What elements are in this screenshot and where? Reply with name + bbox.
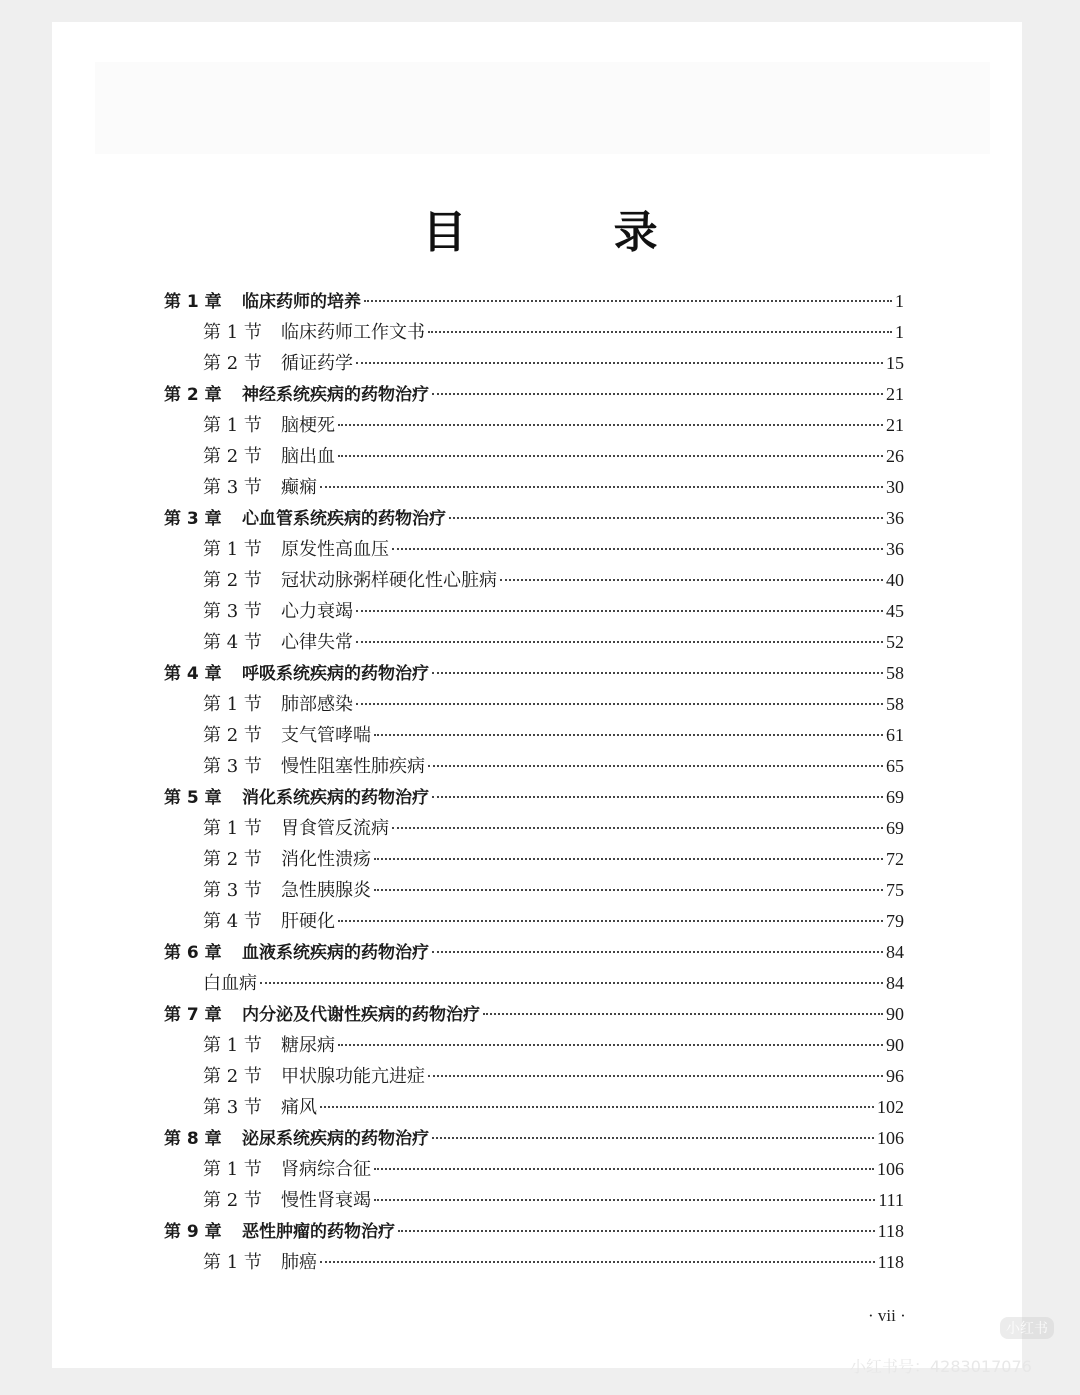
toc-chapter-entry[interactable] [164,937,904,968]
dot-leader [356,610,883,612]
toc-section-entry[interactable] [164,875,904,906]
toc-page-number: 15 [886,353,904,373]
toc-section-entry[interactable] [164,813,904,844]
toc-section-entry[interactable] [164,627,904,658]
dot-leader [320,1261,875,1263]
toc-entry-label: 第 3 章 [164,509,222,529]
toc-page-number: 58 [886,694,904,714]
toc-entry-title: 心血管系统疾病的药物治疗 [242,509,446,529]
toc-entry-label: 第 9 章 [164,1222,222,1242]
dot-leader [374,889,883,891]
toc-entry-title: 慢性阻塞性肺疾病 [281,756,425,777]
toc-entry-label: 第 2 章 [164,385,222,405]
dot-leader [449,517,883,519]
toc-entry-label: 第 2 节 [203,849,262,870]
toc-page-number: 26 [886,446,904,466]
toc-chapter-entry[interactable] [164,286,904,317]
toc-page-number: 21 [886,384,904,404]
toc-entry-title: 原发性高血压 [281,539,389,560]
header-band [95,62,990,154]
dot-leader [356,641,883,643]
toc-entry-title: 脑梗死 [281,415,335,436]
toc-entry-title: 冠状动脉粥样硬化性心脏病 [281,570,497,591]
toc-page-number: 36 [886,508,904,528]
toc-entry-label: 第 3 节 [203,756,262,777]
toc-entry-title: 临床药师的培养 [242,292,361,312]
toc-page-number: 40 [886,570,904,590]
toc-page-number: 106 [877,1128,904,1148]
toc-page-number: 84 [886,973,904,993]
toc-section-entry[interactable] [164,1247,904,1278]
toc-page-number: 118 [877,1252,904,1272]
dot-leader [392,548,883,550]
toc-entry-label: 第 2 节 [203,446,262,467]
toc-entry-title: 肾病综合征 [281,1159,371,1180]
dot-leader [398,1230,875,1232]
toc-section-entry[interactable] [164,844,904,875]
toc-entry-title: 消化性溃疡 [281,849,371,870]
dot-leader [356,703,883,705]
toc-section-entry[interactable] [164,751,904,782]
toc-entry-title: 急性胰腺炎 [281,880,371,901]
toc-section-entry[interactable] [164,472,904,503]
dot-leader [338,424,883,426]
toc-entry-label: 第 8 章 [164,1129,222,1149]
toc-entry-label: 第 2 节 [203,570,262,591]
toc-entry-label: 第 3 节 [203,477,262,498]
toc-page-number: 102 [877,1097,904,1117]
toc-entry-label: 第 3 节 [203,601,262,622]
dot-leader [374,1199,875,1201]
page-number-folio: · vii · [868,1306,906,1325]
toc-page-number: 90 [886,1035,904,1055]
toc-entry-title: 肝硬化 [281,911,335,932]
page-title: 目 录 [422,207,724,258]
toc-entry-title: 白血病 [203,973,257,994]
toc-page-number: 118 [877,1221,904,1241]
toc-chapter-entry[interactable] [164,379,904,410]
dot-leader [338,1044,883,1046]
toc-chapter-entry[interactable] [164,782,904,813]
toc-entry-label: 第 4 节 [203,911,262,932]
dot-leader [374,1168,874,1170]
toc-section-entry[interactable] [164,1154,904,1185]
toc-entry-label: 第 1 节 [203,539,262,560]
dot-leader [260,982,883,984]
toc-page-number: 36 [886,539,904,559]
toc-entry-label: 第 6 章 [164,943,222,963]
toc-section-entry[interactable] [164,596,904,627]
toc-page-number: 1 [895,322,904,342]
toc-entry-label: 第 1 章 [164,292,222,312]
toc-page-number: 90 [886,1004,904,1024]
toc-entry-label: 第 7 章 [164,1005,222,1025]
table-of-contents [164,286,904,1278]
toc-entry-label: 第 1 节 [203,1159,262,1180]
toc-entry-label: 第 4 节 [203,632,262,653]
toc-section-entry[interactable] [164,1092,904,1123]
dot-leader [374,734,883,736]
dot-leader [356,362,883,364]
dot-leader [428,1075,883,1077]
toc-entry-label: 第 2 节 [203,1066,262,1087]
toc-page-number: 72 [886,849,904,869]
toc-page-number: 1 [895,291,904,311]
toc-page-number: 96 [886,1066,904,1086]
watermark-logo: 小红书 [1000,1317,1054,1339]
toc-entry-label: 第 1 节 [203,322,262,343]
toc-entry-title: 癫痫 [281,477,317,498]
toc-chapter-entry[interactable] [164,999,904,1030]
toc-entry-title: 胃食管反流病 [281,818,389,839]
dot-leader [392,827,883,829]
toc-page-number: 75 [886,880,904,900]
toc-section-entry[interactable] [164,1185,904,1216]
toc-entry-title: 支气管哮喘 [281,725,371,746]
toc-entry-label: 第 1 节 [203,415,262,436]
toc-chapter-entry[interactable] [164,1123,904,1154]
toc-page-number: 21 [886,415,904,435]
dot-leader [338,455,883,457]
toc-section-entry[interactable] [164,968,904,999]
toc-entry-title: 甲状腺功能亢进症 [281,1066,425,1087]
dot-leader [432,393,883,395]
toc-entry-label: 第 2 节 [203,1190,262,1211]
toc-section-entry[interactable] [164,720,904,751]
toc-entry-title: 恶性肿瘤的药物治疗 [242,1222,395,1242]
toc-chapter-entry[interactable] [164,1216,904,1247]
toc-section-entry[interactable] [164,689,904,720]
toc-section-entry[interactable] [164,1030,904,1061]
toc-page-number: 111 [878,1190,904,1210]
dot-leader [432,1137,874,1139]
toc-entry-title: 血液系统疾病的药物治疗 [242,943,429,963]
toc-page-number: 69 [886,787,904,807]
toc-section-entry[interactable] [164,1061,904,1092]
dot-leader [364,300,892,302]
toc-section-entry[interactable] [164,441,904,472]
dot-leader [483,1013,883,1015]
toc-page-number: 69 [886,818,904,838]
toc-entry-label: 第 1 节 [203,818,262,839]
toc-page-number: 45 [886,601,904,621]
dot-leader [428,765,883,767]
toc-section-entry[interactable] [164,906,904,937]
toc-page-number: 106 [877,1159,904,1179]
toc-entry-title: 心律失常 [281,632,353,653]
toc-entry-title: 内分泌及代谢性疾病的药物治疗 [242,1005,480,1025]
dot-leader [432,951,883,953]
toc-section-entry[interactable] [164,317,904,348]
toc-page-number: 30 [886,477,904,497]
toc-entry-label: 第 1 节 [203,1035,262,1056]
toc-entry-label: 第 4 章 [164,664,222,684]
toc-entry-label: 第 3 节 [203,1097,262,1118]
toc-entry-title: 临床药师工作文书 [281,322,425,343]
toc-section-entry[interactable] [164,348,904,379]
toc-entry-label: 第 2 节 [203,353,262,374]
toc-section-entry[interactable] [164,410,904,441]
toc-entry-title: 肺部感染 [281,694,353,715]
toc-entry-title: 神经系统疾病的药物治疗 [242,385,429,405]
dot-leader [320,1106,874,1108]
toc-page-number: 65 [886,756,904,776]
toc-section-entry[interactable] [164,565,904,596]
toc-entry-title: 泌尿系统疾病的药物治疗 [242,1129,429,1149]
dot-leader [374,858,883,860]
dot-leader [320,486,883,488]
dot-leader [432,796,883,798]
toc-chapter-entry[interactable] [164,658,904,689]
toc-entry-label: 第 1 节 [203,694,262,715]
toc-entry-label: 第 5 章 [164,788,222,808]
dot-leader [338,920,883,922]
toc-entry-label: 第 1 节 [203,1252,262,1273]
toc-entry-title: 脑出血 [281,446,335,467]
toc-entry-title: 循证药学 [281,353,353,374]
toc-chapter-entry[interactable] [164,503,904,534]
toc-page-number: 84 [886,942,904,962]
dot-leader [428,331,892,333]
toc-entry-title: 慢性肾衰竭 [281,1190,371,1211]
toc-entry-title: 心力衰竭 [281,601,353,622]
watermark-text: 小红书号：4283017076 [850,1357,1032,1376]
toc-section-entry[interactable] [164,534,904,565]
toc-entry-title: 消化系统疾病的药物治疗 [242,788,429,808]
toc-entry-label: 第 2 节 [203,725,262,746]
dot-leader [500,579,883,581]
toc-page-number: 61 [886,725,904,745]
toc-entry-label: 第 3 节 [203,880,262,901]
toc-entry-title: 痛风 [281,1097,317,1118]
toc-page-number: 79 [886,911,904,931]
dot-leader [432,672,883,674]
toc-page-number: 52 [886,632,904,652]
toc-entry-title: 糖尿病 [281,1035,335,1056]
toc-entry-title: 呼吸系统疾病的药物治疗 [242,664,429,684]
toc-page-number: 58 [886,663,904,683]
toc-entry-title: 肺癌 [281,1252,317,1273]
